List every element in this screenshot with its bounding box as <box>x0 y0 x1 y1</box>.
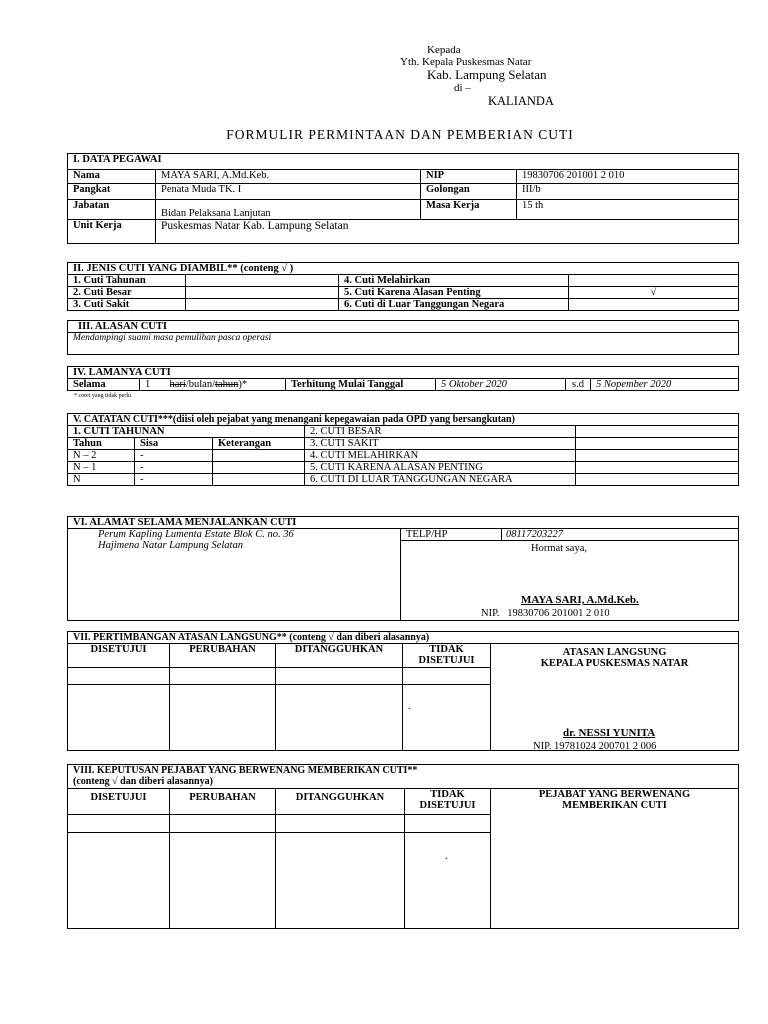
row-tahun: N – 1 <box>68 462 135 474</box>
col-disetujui: DISETUJUI <box>68 644 170 668</box>
cuti-besar-check[interactable] <box>186 287 339 299</box>
jabatan-value: Bidan Pelaksana Lanjutan <box>156 200 421 220</box>
section-catatan-cuti <box>67 413 739 486</box>
reason-perubahan[interactable] <box>170 833 276 929</box>
check-disetujui[interactable] <box>68 668 170 685</box>
pangkat-value: Penata Muda TK. I <box>156 184 421 200</box>
check-tidak-disetujui[interactable] <box>405 815 491 833</box>
cuti-melahirkan-check[interactable] <box>569 275 739 287</box>
reason-perubahan[interactable] <box>170 685 276 751</box>
address-block <box>400 44 700 109</box>
kota-text: KALIANDA <box>488 94 554 108</box>
pegawai-nip <box>481 608 610 619</box>
catatan-melahirkan-label: 4. CUTI MELAHIRKAN <box>305 450 576 462</box>
section-jenis-cuti <box>67 262 739 311</box>
cuti-melahirkan-label: 4. Cuti Melahirkan <box>339 275 569 287</box>
check-ditangguhkan[interactable] <box>276 815 405 833</box>
catatan-sakit-value[interactable] <box>576 438 739 450</box>
unit-tahun: tahun <box>215 379 239 390</box>
row-sisa: - <box>135 474 213 486</box>
nip-label: NIP <box>421 170 517 184</box>
check-perubahan[interactable] <box>170 668 276 685</box>
reason-ditangguhkan[interactable] <box>276 833 405 929</box>
reason-ditangguhkan[interactable] <box>276 685 403 751</box>
catatan-luar-value[interactable] <box>576 474 739 486</box>
section-6-heading: VI. ALAMAT SELAMA MENJALANKAN CUTI <box>68 517 739 529</box>
section-5-heading: V. CATATAN CUTI***(diisi oleh pejabat yang menangani kepegawaian pada OPD yang bersangkutan) <box>68 414 739 426</box>
coret-note: * coret yang tidak perlu <box>74 393 131 399</box>
cuti-luar-check[interactable] <box>569 299 739 311</box>
pegawai-nip-label: NIP. <box>481 608 500 619</box>
catatan-sakit-label: 3. CUTI SAKIT <box>305 438 576 450</box>
form-title: FORMULIR PERMINTAAN DAN PEMBERIAN CUTI <box>226 127 574 142</box>
catatan-tahunan-label: 1. CUTI TAHUNAN <box>68 426 305 438</box>
pejabat-title-2: MEMBERIKAN CUTI <box>562 800 667 811</box>
cuti-tahunan-label: 1. Cuti Tahunan <box>68 275 186 287</box>
cuti-penting-check[interactable]: √ <box>569 287 739 299</box>
pangkat-label: Pangkat <box>68 184 156 200</box>
nip-value: 19830706 201001 2 010 <box>517 170 739 184</box>
cuti-sakit-label: 3. Cuti Sakit <box>68 299 186 311</box>
nama-value: MAYA SARI, A.Md.Keb. <box>156 170 421 184</box>
col-tahun: Tahun <box>68 438 135 450</box>
col-tidak-disetujui: TIDAK DISETUJUI <box>405 789 491 815</box>
from-date[interactable]: 5 Oktober 2020 <box>436 379 566 391</box>
col-perubahan: PERUBAHAN <box>170 644 276 668</box>
row-keterangan[interactable] <box>213 450 305 462</box>
check-ditangguhkan[interactable] <box>276 668 403 685</box>
section-8-heading <box>68 765 739 789</box>
cuti-penting-label: 5. Cuti Karena Alasan Penting <box>339 287 569 299</box>
golongan-label: Golongan <box>421 184 517 200</box>
col-ditangguhkan: DITANGGUHKAN <box>276 644 403 668</box>
row-sisa: - <box>135 462 213 474</box>
unit-kerja-label: Unit Kerja <box>68 220 156 244</box>
cuti-sakit-check[interactable] <box>186 299 339 311</box>
to-date[interactable]: 5 Nopember 2020 <box>591 379 739 391</box>
check-disetujui[interactable] <box>68 815 170 833</box>
catatan-penting-value[interactable] <box>576 462 739 474</box>
cuti-tahunan-check[interactable] <box>186 275 339 287</box>
kepada-text: Kepada <box>427 44 461 56</box>
col-ditangguhkan: DITANGGUHKAN <box>276 789 405 815</box>
catatan-luar-label: 6. CUTI DI LUAR TANGGUNGAN NEGARA <box>305 474 576 486</box>
check-tidak-disetujui[interactable] <box>403 668 491 685</box>
catatan-besar-value[interactable] <box>576 426 739 438</box>
signature-cell <box>401 529 739 621</box>
col-keterangan: Keterangan <box>213 438 305 450</box>
unit-tail: )* <box>238 379 248 390</box>
section-3-heading: III. ALASAN CUTI <box>68 321 739 333</box>
reason-disetujui[interactable] <box>68 833 170 929</box>
jabatan-label: Jabatan <box>68 200 156 220</box>
row-keterangan[interactable] <box>213 462 305 474</box>
golongan-value: III/b <box>517 184 739 200</box>
col-disetujui: DISETUJUI <box>68 789 170 815</box>
atasan-nip: NIP. 19781024 200701 2 006 <box>533 741 657 751</box>
section-keputusan <box>67 764 739 929</box>
unit-options <box>170 379 286 391</box>
row-tahun: N <box>68 474 135 486</box>
sd-label: s.d <box>566 379 591 391</box>
pegawai-nip-value: 19830706 201001 2 010 <box>507 608 610 619</box>
section-alasan-cuti <box>67 320 739 355</box>
yth-text: Yth. Kepala Puskesmas Natar <box>400 56 532 68</box>
kab-text: Kab. Lampung Selatan <box>427 67 547 82</box>
unit-hari: hari <box>169 379 186 390</box>
atasan-cell <box>491 644 739 751</box>
di-text: di – <box>454 82 471 94</box>
col-perubahan: PERUBAHAN <box>170 789 276 815</box>
hormat-text: Hormat saya, <box>531 543 587 554</box>
section-lamanya-cuti <box>67 366 739 391</box>
col-sisa: Sisa <box>135 438 213 450</box>
section-alamat <box>67 516 739 621</box>
section-8-heading-line-1: VIII. KEPUTUSAN PEJABAT YANG BERWENANG MEMBERIKAN CUTI** <box>73 765 418 776</box>
section-7-heading: VII. PERTIMBANGAN ATASAN LANGSUNG** (conteng √ dan diberi alasannya) <box>68 632 739 644</box>
section-8-heading-line-2: (conteng √ dan diberi alasannya) <box>73 776 213 787</box>
row-sisa: - <box>135 450 213 462</box>
alasan-text[interactable]: Mendampingi suami masa pemulihan pasca operasi <box>68 333 739 355</box>
telp-value[interactable]: 08117203227 <box>506 529 563 540</box>
section-1-heading: I. DATA PEGAWAI <box>68 154 739 170</box>
unit-bulan: /bulan/ <box>185 379 215 390</box>
catatan-besar-label: 2. CUTI BESAR <box>305 426 576 438</box>
col-tidak-disetujui: TIDAK DISETUJUI <box>403 644 491 668</box>
row-tahun: N – 2 <box>68 450 135 462</box>
atasan-name: dr. NESSI YUNITA <box>563 727 656 739</box>
reason-tidak-disetujui[interactable]: . <box>403 685 491 751</box>
pegawai-name: MAYA SARI, A.Md.Keb. <box>521 594 639 606</box>
table-row <box>68 474 739 486</box>
selama-label: Selama <box>68 379 140 391</box>
table-row <box>68 450 739 462</box>
terhitung-label: Terhitung Mulai Tanggal <box>286 379 436 391</box>
section-data-pegawai <box>67 153 739 244</box>
row-keterangan[interactable] <box>213 474 305 486</box>
reason-tidak-disetujui[interactable]: . <box>405 833 491 929</box>
section-2-heading: II. JENIS CUTI YANG DIAMBIL** (conteng √ ) <box>68 263 739 275</box>
nama-label: Nama <box>68 170 156 184</box>
check-perubahan[interactable] <box>170 815 276 833</box>
cuti-luar-label: 6. Cuti di Luar Tanggungan Negara <box>339 299 569 311</box>
telp-label: TELP/HP <box>401 529 502 540</box>
section-pertimbangan <box>67 631 739 751</box>
alamat-line-2: Hajimena Natar Lampung Selatan <box>98 540 243 551</box>
table-row <box>68 462 739 474</box>
qty-value[interactable]: 1 <box>140 379 170 391</box>
masa-kerja-label: Masa Kerja <box>421 200 517 220</box>
section-4-heading: IV. LAMANYA CUTI <box>68 367 739 379</box>
atasan-title-2: KEPALA PUSKESMAS NATAR <box>540 658 689 669</box>
unit-kerja-value: Puskesmas Natar Kab. Lampung Selatan <box>156 220 739 244</box>
pejabat-title-1: PEJABAT YANG BERWENANG <box>538 789 691 800</box>
catatan-melahirkan-value[interactable] <box>576 450 739 462</box>
cuti-besar-label: 2. Cuti Besar <box>68 287 186 299</box>
atasan-title-1: ATASAN LANGSUNG <box>562 647 667 658</box>
alamat-value[interactable] <box>68 529 401 621</box>
pejabat-cell <box>491 789 739 929</box>
masa-kerja-value: 15 th <box>517 200 739 220</box>
alamat-line-1: Perum Kapling Lumenta Estate Blok C. no. 36 <box>98 529 294 540</box>
reason-disetujui[interactable] <box>68 685 170 751</box>
catatan-penting-label: 5. CUTI KARENA ALASAN PENTING <box>305 462 576 474</box>
